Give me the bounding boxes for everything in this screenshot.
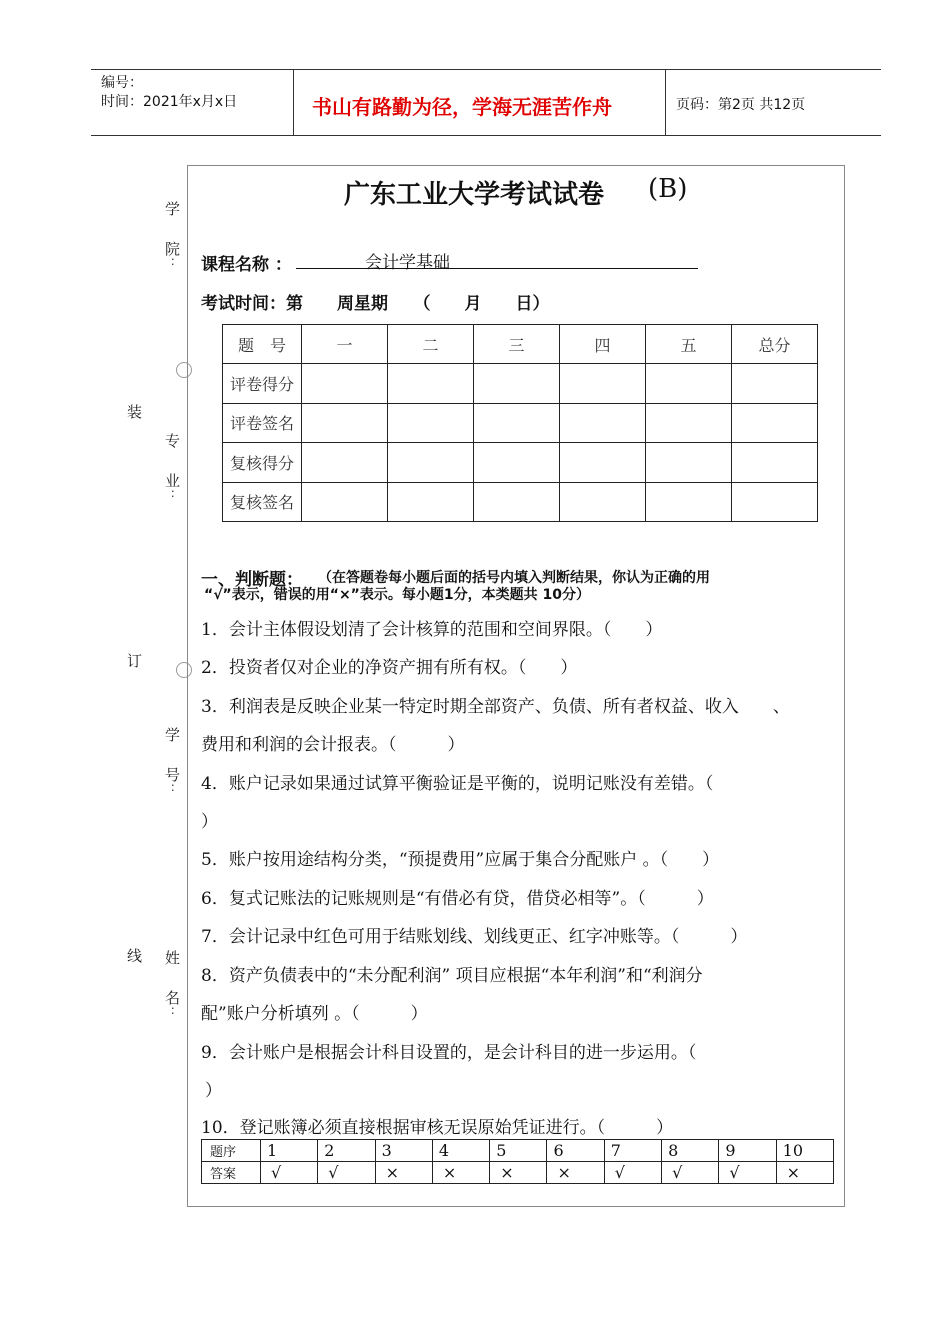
- score-cell[interactable]: [388, 403, 474, 442]
- side-major-char: 专: [165, 432, 181, 450]
- score-table-header-cell: 一: [302, 325, 388, 364]
- side-binding-char: 订: [127, 652, 143, 670]
- document-code-label: 编号：: [101, 75, 143, 91]
- question-item: 配”账户分析填列 。（ ）: [201, 1004, 428, 1024]
- answer-cell: √: [662, 1162, 719, 1184]
- score-cell[interactable]: [646, 482, 732, 521]
- section-instruction: （在答题卷每小题后面的括号内填入判断结果，你认为正确的用: [318, 570, 710, 586]
- answer-table-row-label: 答案: [202, 1162, 261, 1184]
- side-name-char: 名: [165, 989, 181, 1007]
- question-number-cell: 4: [432, 1140, 489, 1162]
- question-item: ）: [205, 1081, 222, 1101]
- exam-title: 广东工业大学考试试卷: [344, 180, 605, 210]
- score-cell[interactable]: [388, 482, 474, 521]
- header-divider: [665, 69, 666, 136]
- side-name-colon: ：: [170, 1003, 183, 1017]
- side-binding-char: 线: [127, 947, 143, 965]
- score-cell[interactable]: [732, 403, 818, 442]
- score-cell[interactable]: [560, 403, 646, 442]
- score-table-row: [223, 443, 818, 482]
- question-number-cell: 8: [662, 1140, 719, 1162]
- question-item: ）: [201, 812, 218, 832]
- score-table-row: [223, 364, 818, 403]
- question-item: 10．登记账簿必须直接根据审核无误原始凭证进行。（ ）: [201, 1118, 674, 1138]
- side-student-no-char: 号: [165, 766, 181, 784]
- question-number-cell: 7: [604, 1140, 661, 1162]
- side-binding-char: 装: [127, 403, 143, 421]
- answer-cell: √: [261, 1162, 318, 1184]
- score-table-header-row: [223, 325, 818, 364]
- score-table-row: [223, 403, 818, 442]
- side-college-char: 学: [165, 200, 181, 218]
- side-name-char: 姓: [165, 949, 181, 967]
- exam-time-line: 考试时间：第 周星期 （ 月 日）: [201, 294, 550, 314]
- answer-cell: ×: [490, 1162, 547, 1184]
- section-instruction: “√”表示，错误的用“×”表示。每小题1分，本类题共 10分）: [204, 587, 590, 603]
- exam-version: (B): [648, 174, 688, 204]
- score-cell[interactable]: [474, 364, 560, 403]
- question-item: 费用和利润的会计报表。（ ）: [201, 735, 465, 755]
- question-item: 2．投资者仅对企业的净资产拥有所有权。（ ）: [201, 658, 578, 678]
- question-item: 5．账户按用途结构分类，“预提费用”应属于集合分配账户 。（ ）: [201, 850, 720, 870]
- question-item: 8．资产负债表中的“未分配利润” 项目应根据“本年利润”和“利润分: [201, 966, 703, 986]
- section-heading: 一、判断题：: [201, 570, 303, 590]
- answer-cell: ×: [547, 1162, 604, 1184]
- score-table: [222, 324, 818, 522]
- side-college-char: 院: [165, 240, 181, 258]
- score-table-header-cell: 五: [646, 325, 732, 364]
- header-divider: [293, 69, 294, 136]
- question-number-cell: 3: [375, 1140, 432, 1162]
- answer-table: [201, 1139, 834, 1184]
- question-number-cell: 1: [261, 1140, 318, 1162]
- side-student-no-colon: ：: [170, 780, 183, 794]
- answer-cell: ×: [375, 1162, 432, 1184]
- question-item: 4．账户记录如果通过试算平衡验证是平衡的，说明记账没有差错。（: [201, 774, 714, 794]
- side-major-colon: ：: [170, 486, 183, 500]
- score-cell[interactable]: [646, 443, 732, 482]
- score-cell[interactable]: [302, 364, 388, 403]
- score-cell[interactable]: [474, 443, 560, 482]
- score-table-header-cell: 总分: [732, 325, 818, 364]
- side-major-char: 业: [165, 472, 181, 490]
- score-cell[interactable]: [302, 443, 388, 482]
- course-label: 课程名称 ：: [201, 255, 292, 275]
- score-cell[interactable]: [732, 443, 818, 482]
- score-cell[interactable]: [474, 403, 560, 442]
- header-top-border: [91, 69, 881, 70]
- score-table-row-label: 评卷签名: [223, 403, 302, 442]
- score-cell[interactable]: [388, 364, 474, 403]
- score-cell[interactable]: [302, 482, 388, 521]
- answer-table-number-row: [202, 1140, 834, 1162]
- score-table-row-label: 复核签名: [223, 482, 302, 521]
- question-item: 7．会计记录中红色可用于结账划线、划线更正、红字冲账等。（ ）: [201, 927, 748, 947]
- score-table-row-label: 评卷得分: [223, 364, 302, 403]
- course-name: 会计学基础: [365, 253, 450, 273]
- score-table-header-cell: 二: [388, 325, 474, 364]
- answer-cell: ×: [432, 1162, 489, 1184]
- score-cell[interactable]: [646, 364, 732, 403]
- question-item: 9．会计账户是根据会计科目设置的，是会计科目的进一步运用。（: [201, 1043, 697, 1063]
- answer-table-answer-row: [202, 1162, 834, 1184]
- question-number-cell: 2: [318, 1140, 375, 1162]
- answer-cell: √: [719, 1162, 776, 1184]
- question-item: 6．复式记账法的记账规则是“有借必有贷，借贷必相等”。（ ）: [201, 889, 714, 909]
- answer-table-row-label: 题序: [202, 1140, 261, 1162]
- document-time-label: 时间：2021年x月x日: [101, 94, 238, 110]
- score-cell[interactable]: [732, 364, 818, 403]
- question-item: 3．利润表是反映企业某一特定时期全部资产、负债、所有者权益、收入 、: [201, 697, 790, 717]
- score-cell[interactable]: [388, 443, 474, 482]
- score-table-header-cell: 四: [560, 325, 646, 364]
- score-cell[interactable]: [732, 482, 818, 521]
- course-name-underline: [296, 268, 698, 269]
- answer-cell: ×: [776, 1162, 833, 1184]
- answer-cell: √: [318, 1162, 375, 1184]
- answer-cell: √: [604, 1162, 661, 1184]
- question-number-cell: 9: [719, 1140, 776, 1162]
- score-table-row-label: 复核得分: [223, 443, 302, 482]
- score-table-row: [223, 482, 818, 521]
- side-college-colon: ：: [170, 254, 183, 268]
- header-bottom-border: [91, 135, 881, 136]
- header-motto: 书山有路勤为径，学海无涯苦作舟: [312, 95, 612, 119]
- score-table-header-cell: 题 号: [223, 325, 302, 364]
- question-item: 1．会计主体假设划清了会计核算的范围和空间界限。（ ）: [201, 620, 663, 640]
- page-number: 页码：第2页 共12页: [676, 97, 806, 113]
- score-cell[interactable]: [560, 482, 646, 521]
- question-number-cell: 5: [490, 1140, 547, 1162]
- score-cell[interactable]: [560, 443, 646, 482]
- score-cell[interactable]: [302, 403, 388, 442]
- side-student-no-char: 学: [165, 726, 181, 744]
- question-number-cell: 10: [776, 1140, 833, 1162]
- score-table-header-cell: 三: [474, 325, 560, 364]
- score-cell[interactable]: [646, 403, 732, 442]
- score-cell[interactable]: [560, 364, 646, 403]
- question-number-cell: 6: [547, 1140, 604, 1162]
- score-cell[interactable]: [474, 482, 560, 521]
